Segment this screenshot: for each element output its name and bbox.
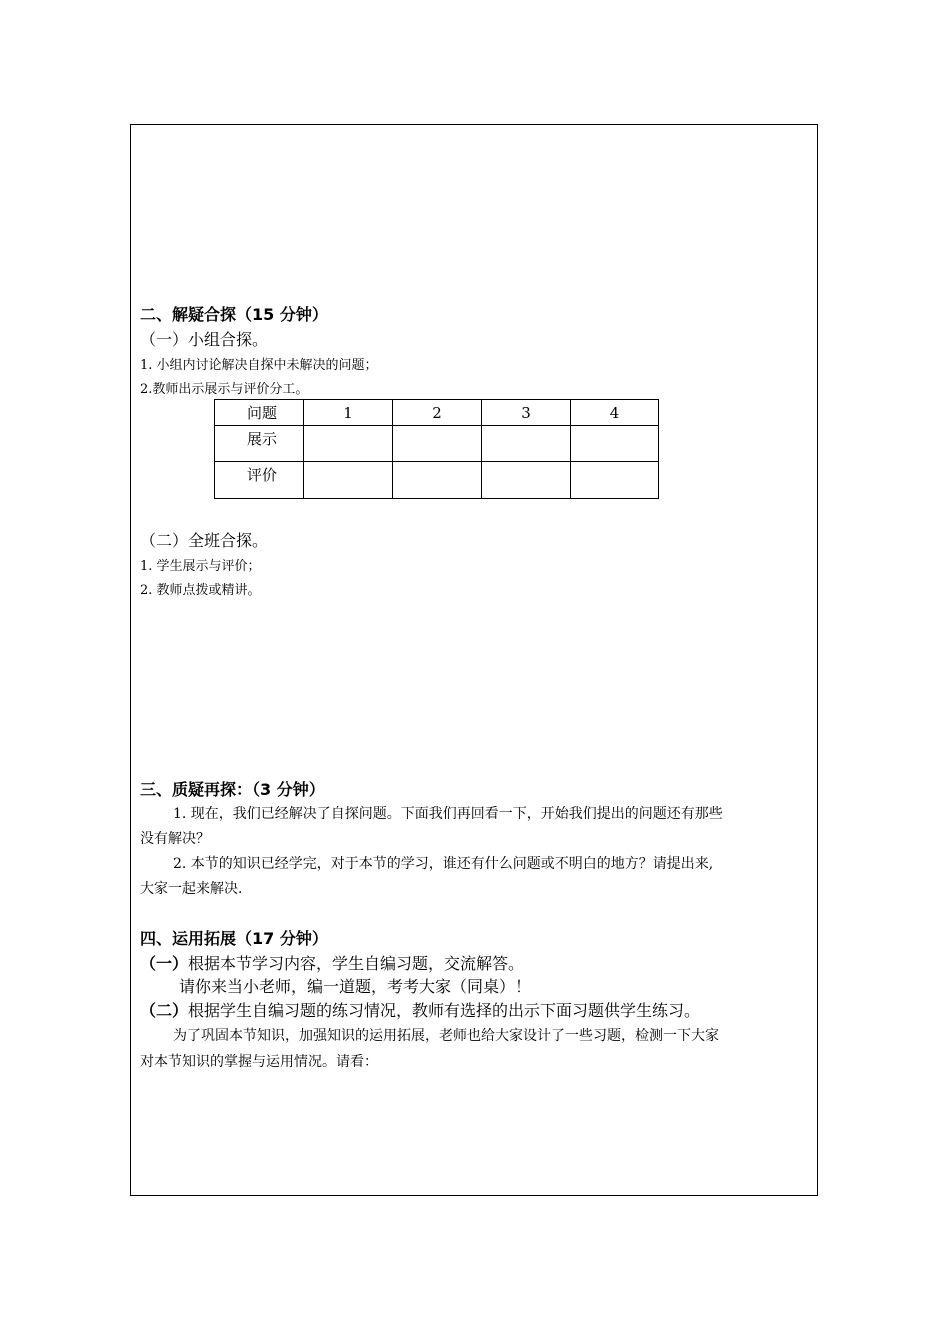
table-cell [571,462,659,499]
section4-sub1-label: （一） [140,954,189,973]
section3-p1-line1: 1. 现在，我们已经解决了自探问题。下面我们再回看一下，开始我们提出的问题还有那些 [173,806,723,822]
section4-p-line2: 对本节知识的掌握与运用情况。请看： [140,1054,378,1070]
section2-item1: 1. 小组内讨论解决自探中未解决的问题； [140,358,378,373]
table-col-3: 3 [482,400,571,426]
section4-sub2-label: （二） [140,1001,189,1020]
section2-item2: 2.教师出示展示与评价分工。 [140,382,309,397]
table-cell [571,426,659,462]
table-cell [482,426,571,462]
table-cell [304,462,393,499]
section3-p2-line1: 2. 本节的知识已经学完，对于本节的学习，谁还有什么问题或不明白的地方？请提出来, [173,856,714,872]
table-cell [304,426,393,462]
table-row [215,426,659,462]
table-cell [393,426,482,462]
table-col-1: 1 [304,400,393,426]
evaluation-table [214,399,659,499]
section3-p2-line2: 大家一起来解决. [140,881,243,897]
section2-item4: 2. 教师点拨或精讲。 [140,583,261,598]
table-cell [482,462,571,499]
table-col-2: 2 [393,400,482,426]
table-row-label-show: 展示 [215,426,304,462]
table-header-label: 问题 [215,400,304,426]
table-header-row [215,400,659,426]
table-cell [393,462,482,499]
section4-sub2-text: 根据学生自编习题的练习情况，教师有选择的出示下面习题供学生练习。 [188,1001,701,1020]
section2-title: 二、解疑合探（15 分钟） [140,305,328,324]
section3-title: 三、质疑再探：（3 分钟） [140,780,325,799]
section2-sub1: （一）小组合探。 [140,330,269,349]
section2-item3: 1. 学生展示与评价； [140,559,261,574]
section4-title: 四、运用拓展（17 分钟） [140,929,328,948]
table-row-label-eval: 评价 [215,462,304,499]
table-row [215,462,659,499]
section3-p1-line2: 没有解决？ [140,831,210,847]
section2-sub2: （二）全班合探。 [140,531,269,550]
section4-sub1-text: 根据本节学习内容，学生自编习题，交流解答。 [188,954,525,973]
section4-p-line1: 为了巩固本节知识，加强知识的运用拓展，老师也给大家设计了一些习题，检测一下大家 [173,1028,719,1044]
section4-sub1 [140,951,524,974]
section4-invite: 请你来当小老师，编一道题，考考大家（同桌）！ [179,977,532,996]
section4-sub2 [140,998,700,1021]
table-col-4: 4 [571,400,659,426]
